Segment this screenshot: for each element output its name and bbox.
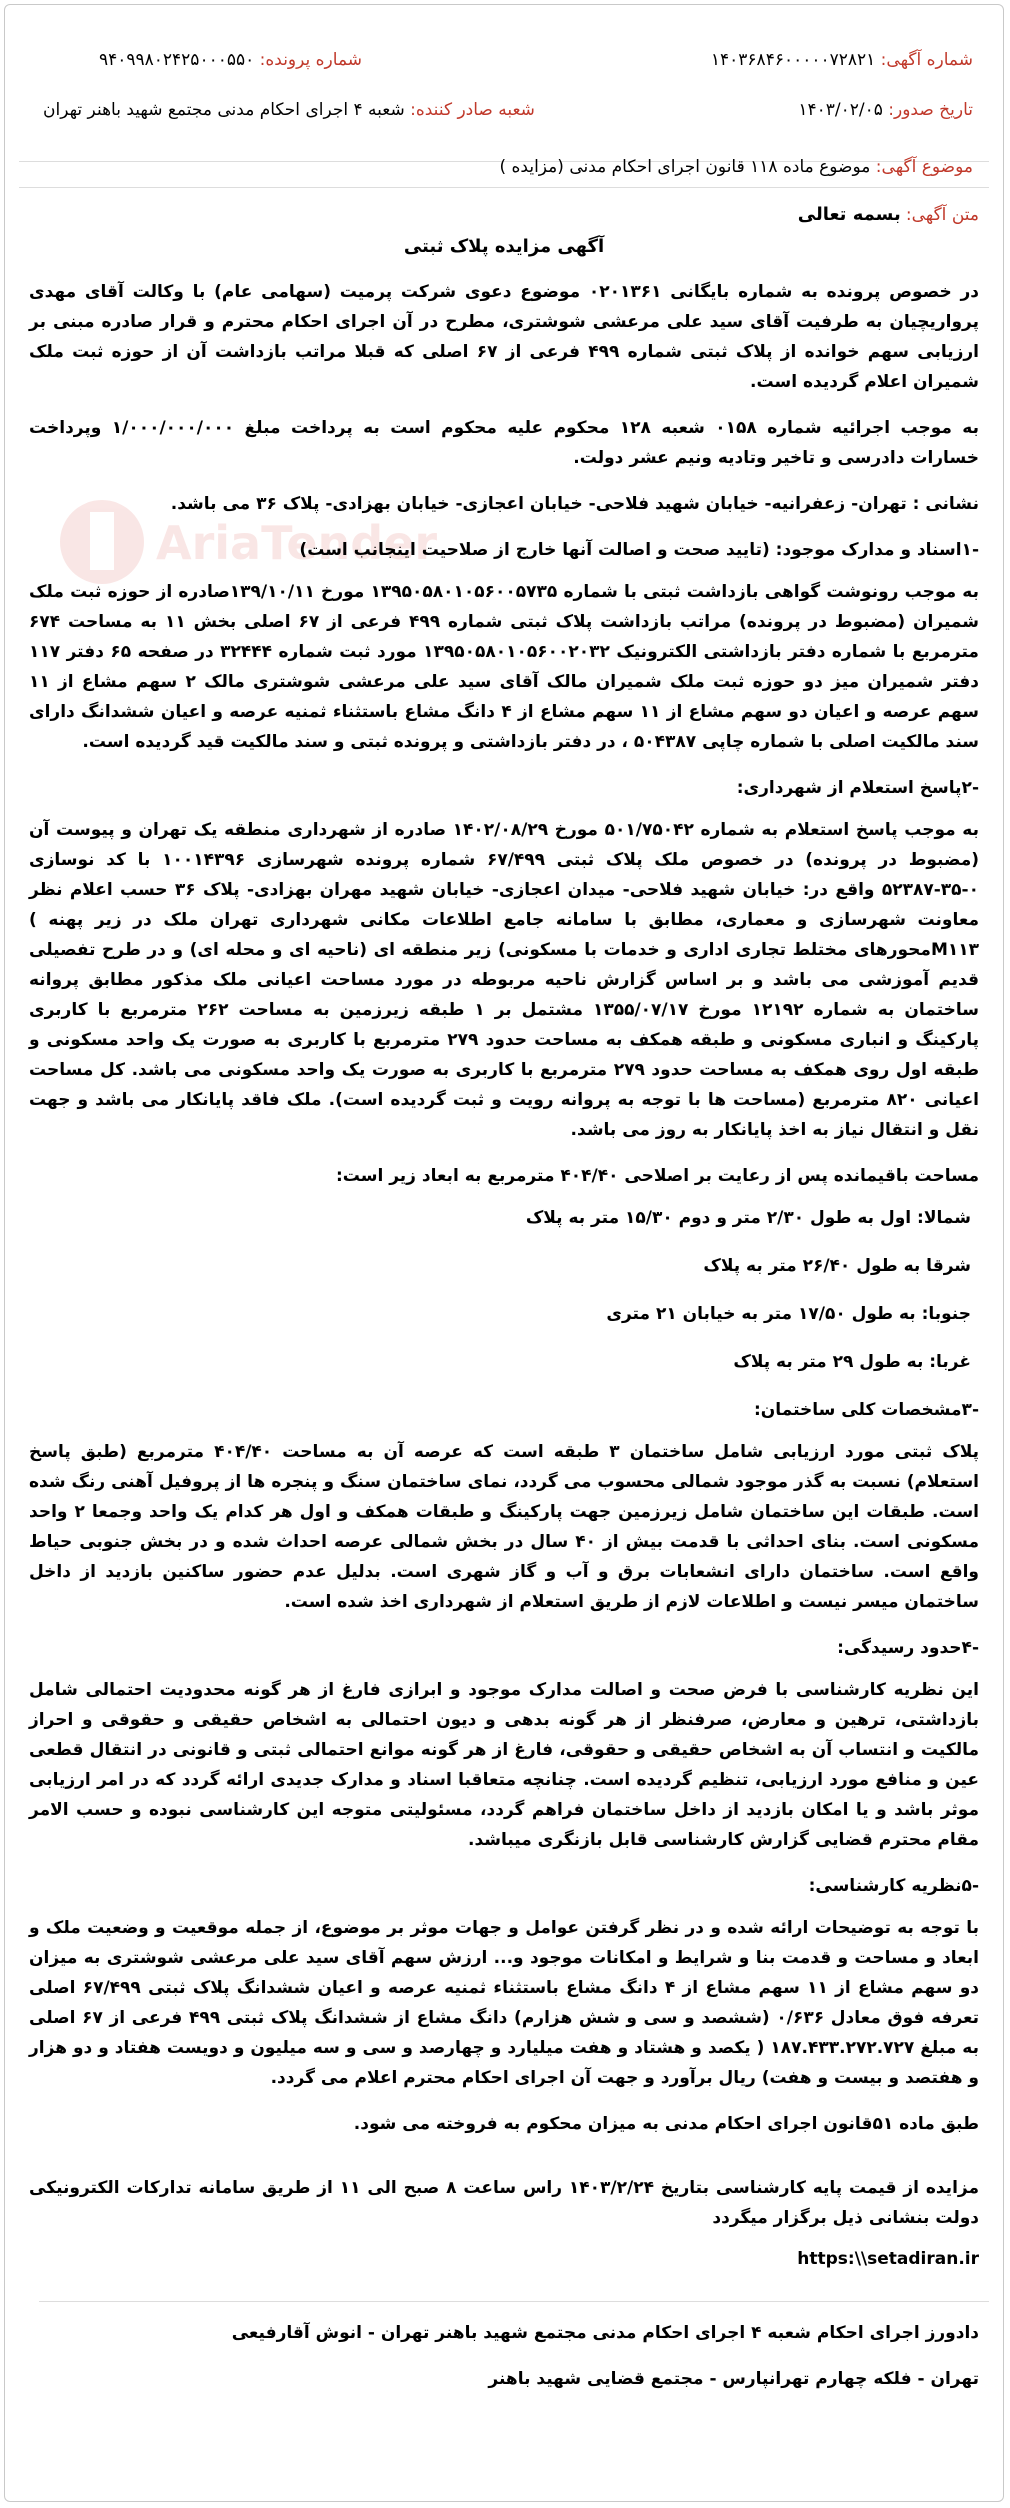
paragraph-execution: به موجب اجرائیه شماره ۰۱۵۸ شعبه ۱۲۸ محکوم علیه محکوم است به پرداخت مبلغ ۱/۰۰۰/۰۰۰/۰۰۰ وپرداخت خسارات دادرسی و تاخیر وتادیه ونیم عشر دولت. [29,418,979,468]
ad-number-row [711,50,973,70]
section-2-title: -۲پاسخ استعلام از شهرداری: [736,778,979,798]
case-number: ۹۴۰۹۹۸۰۲۴۲۵۰۰۰۵۵۰ [99,50,255,70]
subject-divider [19,187,989,188]
ad-text-label: متن آگهی: [905,205,979,225]
section-3-body: پلاک ثبتی مورد ارزیابی شامل ساختمان ۳ طبقه است که عرصه آن به مساحت ۴۰۴/۴۰ مترمربع (طبق پاسخ استعلام) نسبت به گذر موجود شمالی محسوب می گردد، نمای ساختمان سنگ و پنجره ها از پروفیل آهنی رنگ شده است. طبقات این ساختمان شامل زیرزمین جهت پارکینگ و طبقات همکف و اول هر کدام یک واحد وجمعا ۲ واحد مسکونی است. بنای احداثی با قدمت بیش از ۴۰ سال در بخش شمالی عرصه احداث شده و در بخش جنوبی حیاط واقع است. ساختمان دارای انشعابات برق و آب و گاز شهری است. بدلیل عدم حضور ساکنین بازدید از داخل ساختمان میسر نیست و اطلاعات لازم از طریق استعلام از شهرداری اخذ شده است. [29,1442,979,1612]
section-5-body: با توجه به توضیحات ارائه شده و در نظر گرفتن عوامل و جهات موثر بر موضوع، از جمله موقعیت و وضعیت ملک و ابعاد و مساحت و قدمت بنا و شرایط و امکانات موجود و... ارزش سهم آقای سید علی مرعشی شوشتری به میزان دو سهم مشاع از ۱۱ سهم مشاع از ۴ دانگ مشاع باستثناء ثمنیه عرصه و اعیان ششدانگ پلاک ثبتی ۶۷/۴۹۹ اصلی تعرفه فوق معادل ۰/۶۳۶ (ششصد و سی و شش هزارم) دانگ مشاع از ششدانگ پلاک ثبتی ۴۹۹ فرعی از ۶۷ اصلی به مبلغ ۱۸۷.۴۳۳.۲۷۲.۷۲۷ ( یکصد و هشتاد و هفت میلیارد و چهارصد و سی و سه میلیون و دویست هفتاد و دو هزار و هفتصد و بیست و هفت) ریال برآورد و جهت آن اجرای احکام محترم اعلام می گردد. [29,1918,980,2088]
subject-label: موضوع آگهی: [875,157,973,177]
ad-number-label: شماره آگهی: [880,50,973,70]
paragraph-case: در خصوص پرونده به شماره بایگانی ۰۲۰۱۳۶۱ موضوع دعوی شرکت پرمیت (سهامی عام) با وکالت آقای مهدی پرواریچیان به طرفیت آقای سید علی مرعشی شوشتری، مطرح در آن اجرای احکام محترم و قرار صادره مبنی بر ارزیابی سهم خوانده از پلاک ثبتی شماره ۴۹۹ فرعی از ۶۷ اصلی که قبلا مراتب بازداشت آن از حوزه ثبت ملک شمیران اعلام گردیده است. [29,282,979,392]
branch-row [43,100,535,120]
auction-info: مزایده از قیمت پایه کارشناسی بتاریخ ۱۴۰۳/۲/۲۴ راس ساعت ۸ صبح الی ۱۱ از طریق سامانه تدارکات الکترونیکی دولت بنشانی ذیل برگزار میگردد [29,2178,979,2228]
court-location: تهران - فلکه چهارم تهرانپارس - مجتمع قضایی شهید باهنر [488,2369,979,2389]
dimension-north: شمالا: اول به طول ۲/۳۰ متر و دوم ۱۵/۳۰ متر به پلاک [525,1208,971,1228]
article-51: طبق ماده ۵۱قانون اجرای احکام مدنی به میزان محکوم به فروخته می شود. [353,2114,979,2134]
title-basmala: بسمه تعالی [797,204,901,225]
section-2-body: به موجب پاسخ استعلام به شماره ۵۰۱/۷۵۰۴۲ مورخ ۱۴۰۲/۰۸/۲۹ صادره از شهرداری منطقه یک تهران و پیوست آن (مضبوط در پرونده) در خصوص ملک پلاک ثبتی ۶۷/۴۹۹ شماره پرونده شهرسازی ۱۰۰۱۴۳۹۶ با کد نوسازی ۰-۳۵-۵۲۳۸۷ واقع در: خیابان شهید فلاحی- میدان اعجازی- خیابان شهید مهران بهزادی- پلاک ۳۶ حسب اعلام نظر معاونت شهرسازی و معماری، مطابق با سامانه جامع اطلاعات مکانی شهرداری تهران ملک در زیر پهنه ) M۱۱۳محورهای مختلط تجاری اداری و خدمات با مسکونی) زیر منطقه ای (ناحیه ای و محله ای) و در طرح تفصیلی قدیم آموزشی می باشد و بر اساس گزارش ناحیه مربوطه در مورد مساحت اعیانی ملک مذکور مطابق پروانه ساختمان به شماره ۱۲۱۹۲ مورخ ۱۳۵۵/۰۷/۱۷ مشتمل بر ۱ طبقه زیرزمین به مساحت ۲۶۲ مترمربع با کاربری پارکینگ و انباری مسکونی و طبقه همکف به مساحت حدود ۲۷۹ مترمربع با کاربری به صورت یک واحد مسکونی و طبقه اول روی همکف به مساحت حدود ۲۷۹ مترمربع با کاربری به صورت یک واحد مسکونی می باشد. کل مساحت اعیانی ۸۲۰ مترمربع (مساحت ها با توجه به پروانه رویت و ثبت گردیده است). ملک فاقد پایانکار می باشد و جهت نقل و انتقال نیاز به اخذ پایانکار به روز می باشد. [29,820,980,1140]
notice-header [19,5,989,162]
remaining-area: مساحت باقیمانده پس از رعایت بر اصلاحی ۴۰۴/۴۰ مترمربع به ابعاد زیر است: [335,1166,979,1186]
case-number-label: شماره پرونده: [259,50,363,70]
section-5-title: -۵نظریه کارشناسی: [808,1876,979,1896]
dimension-south: جنوبا: به طول ۱۷/۵۰ متر به خیابان ۲۱ متری [606,1304,971,1324]
signature: دادورز اجرای احکام شعبه ۴ اجرای احکام مدنی مجتمع شهید باهنر تهران - انوش آقارفیعی [231,2323,979,2343]
section-4-body: این نظریه کارشناسی با فرض صحت و اصالت مدارک موجود و ابرازی فارغ از هر گونه محدودیت احتمالی شامل بازداشتی، ترهین و معارض، صرفنظر از هر گونه بدهی و دیون احتمالی به اشخاص حقیقی و حقوقی و احراز مالکیت و انتساب آن به اشخاص حقیقی و حقوقی، فارغ از هر گونه موانع احتمالی ثبتی و قانونی در انتقال قطعی عین و منافع مورد ارزیابی، تنظیم گردیده است. چنانچه متعاقبا اسناد و مدارک جدیدی ارائه گردد که در امر ارزیابی موثر باشد و یا امکان بازدید از داخل ساختمان فراهم گردد، مسئولیتی متوجه این کارشناسی نبوده و حسب الامر مقام محترم قضایی گزارش کارشناسی قابل بازنگری میباشد. [29,1680,979,1850]
setadiran-link[interactable]: https:\\setadiran.ir [797,2249,979,2269]
subject-text: موضوع ماده ۱۱۸ قانون اجرای احکام مدنی (مزایده ) [499,157,871,177]
section-4-title: -۴حدود رسیدگی: [837,1638,979,1658]
section-1-body: به موجب رونوشت گواهی بازداشت ثبتی با شماره ۱۳۹۵۰۵۸۰۱۰۵۶۰۰۵۷۳۵ مورخ ۱۳۹/۱۰/۱۱صادره از حوزه ثبت ملک شمیران (مضبوط در پرونده) مراتب بازداشت پلاک ثبتی شماره ۴۹۹ فرعی از ۶۷ اصلی بخش ۱۱ به مساحت ۶۷۴ مترمربع با شماره دفتر بازداشتی الکترونیک ۱۳۹۵۰۵۸۰۱۰۵۶۰۰۲۰۳۲ مورد ثبت شماره ۳۲۴۴۴ در صفحه ۶۵ دفتر ۱۱۷ دفتر شمیران میز دو حوزه ثبت ملک شمیران مالک آقای سید علی مرعشی شوشتری مالک ۲ سهم مشاع از ۱۱ سهم عرصه و اعیان دو سهم مشاع از ۱۱ سهم مشاع از ۴ دانگ مشاع باستثناء ثمنیه عرصه و اعیان ششدانگ دارای سند مالکیت اصلی با شماره چاپی ۵۰۴۳۸۷ ، در دفتر بازداشتی و پرونده ثبتی و سند مالکیت قید گردیده است. [29,582,980,752]
issue-date-label: تاریخ صدور: [888,100,973,120]
section-1-title: -۱اسناد و مدارک موجود: (تایید صحت و اصالت آنها خارج از صلاحیت اینجانب است) [299,540,979,560]
watermark-text: AriaTender [156,516,438,570]
issue-date: ۱۴۰۳/۰۲/۰۵ [798,100,883,120]
issue-date-row [798,100,973,120]
notice-title: آگهی مزایده پلاک ثبتی [403,236,605,257]
branch-label: شعبه صادر کننده: [410,100,535,120]
subject-row [499,157,973,177]
section-3-title: -۳مشخصات کلی ساختمان: [754,1400,979,1420]
notice-body [29,201,979,2410]
case-number-row [99,50,362,70]
dimension-west: غربا: به طول ۲۹ متر به پلاک [733,1352,971,1372]
dimension-east: شرقا به طول ۲۶/۴۰ متر به پلاک [703,1256,971,1276]
notice-card [4,4,1004,2502]
address: نشانی : تهران- زعفرانیه- خیابان شهید فلاحی- خیابان اعجازی- خیابان بهزادی- پلاک ۳۶ می باشد. [170,494,979,514]
ad-number: ۱۴۰۳۶۸۴۶۰۰۰۰۰۷۲۸۲۱ [710,50,876,70]
branch: شعبه ۴ اجرای احکام مدنی مجتمع شهید باهنر تهران [43,100,405,120]
footer-divider [39,2301,989,2302]
